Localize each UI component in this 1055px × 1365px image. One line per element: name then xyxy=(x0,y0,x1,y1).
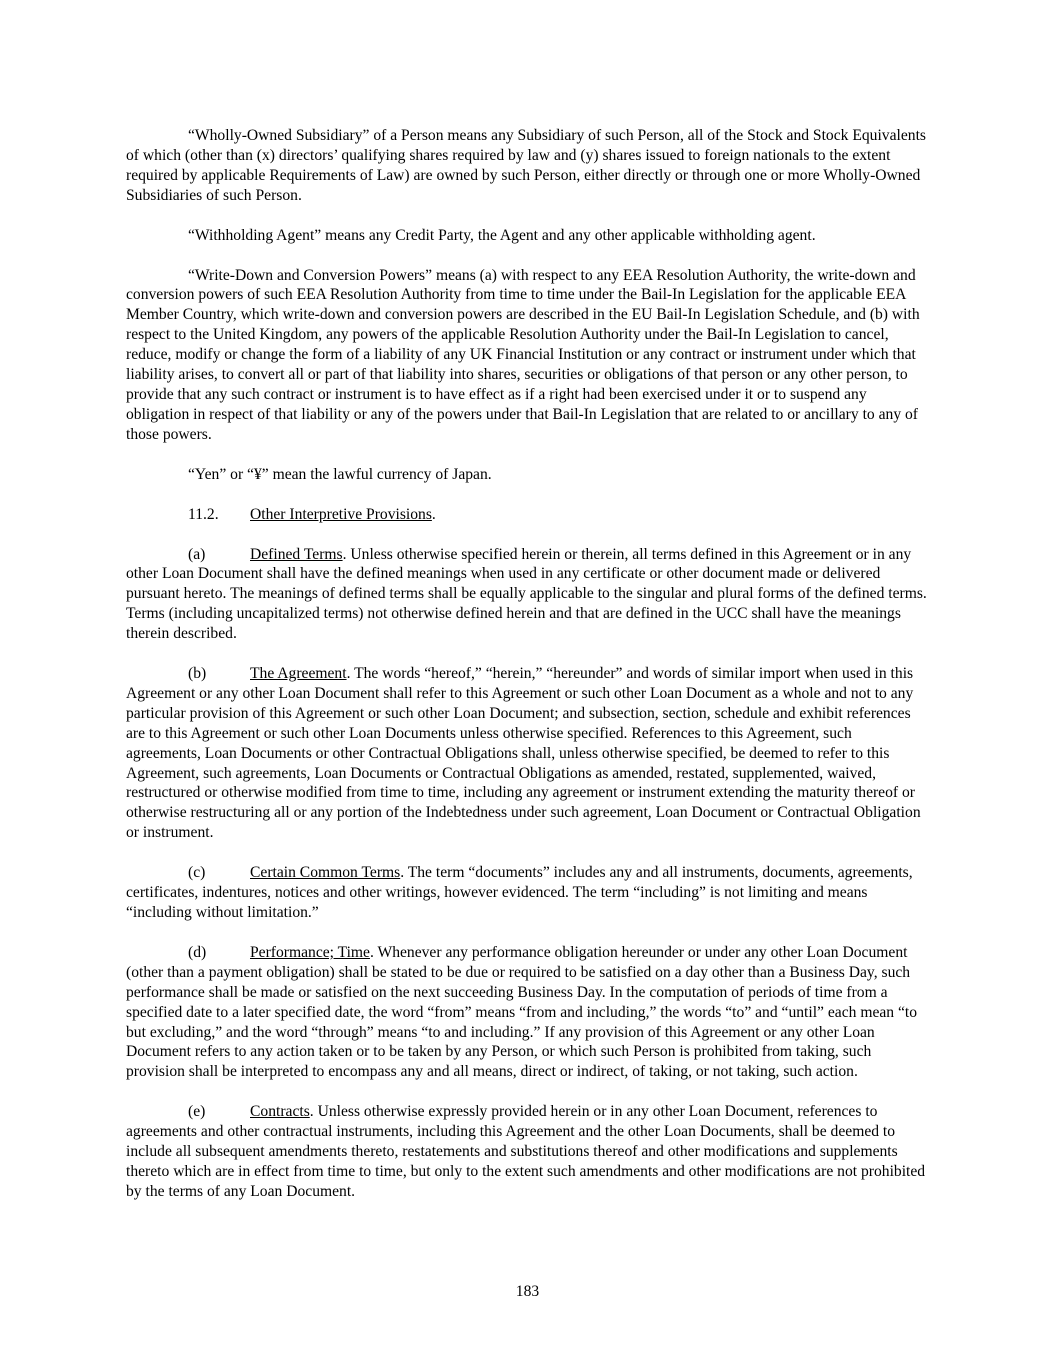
definition-write-down-conversion-powers: “Write-Down and Conversion Powers” means (a) with respect to any EEA Resolution Authority, the write-down and conversion powers of such EEA Resolution Authority from time to time under the Bail-In Legislation for the applicable EEA Member Country, which write-down and conversion powers are described in the EU Bail-In Legislation Schedule, and (b) with respect to the United Kingdom, any powers of the applicable Resolution Authority under the Bail-In Legislation to cancel, reduce, modify or change the form of a liability of any UK Financial Institution or any contract or instrument under which that liability arises, to convert all or part of that liability into shares, securities or obligations of that person or any other person, to provide that any such contract or instrument is to have effect as if a right had been exercised under it or to suspend any obligation in respect of that liability or any of the powers under that Bail-In Legislation that are related to or ancillary to any of those powers. xyxy=(126,266,920,443)
provision-label: (b) xyxy=(188,665,207,683)
page-number: 183 xyxy=(515,1283,540,1300)
provision-heading: The Agreement xyxy=(250,665,347,683)
definition-yen: “Yen” or “¥” mean the lawful currency of Japan. xyxy=(188,465,492,483)
provision-text: . The term “documents” includes any and all instruments, documents, agreements, certificates, indentures, notices and other writings, however evidenced. The term “including” is not limiting and means “including without limitation.” xyxy=(126,864,913,921)
provision-the-agreement xyxy=(126,664,928,843)
provision-heading: Performance; Time xyxy=(250,943,370,961)
provision-certain-common-terms xyxy=(126,863,928,923)
provision-contracts xyxy=(126,1102,928,1202)
provision-text: . The words “hereof,” “herein,” “hereunder” and words of similar import when used in this Agreement or any other Loan Document shall refer to this Agreement or such other Loan Document as a whole and not to any particular provision of this Agreement or such other Loan Document; and subsection, section, schedule and exhibit references are to this Agreement or such other Loan Documents unless otherwise specified. References to this Agreement, such agreements, Loan Documents or other Contractual Obligations shall, unless otherwise specified, be deemed to refer to this Agreement, such agreements, Loan Documents or Contractual Obligations as amended, restated, supplemented, waived, restructured or otherwise modified from time to time, including any agreement or instrument extending the maturity thereof or otherwise restructuring all or any portion of the Indebtedness under such agreement, Loan Document or Contractual Obligation or instrument. xyxy=(126,665,921,842)
provision-heading: Certain Common Terms xyxy=(250,864,401,882)
provision-text: . Unless otherwise expressly provided herein or in any other Loan Document, references to agreements and other contractual instruments, including this Agreement and the other Loan Documents, shall be deemed to include all subsequent amendments thereto, restatements and substitutions thereof and other modifications and supplements thereto which are in effect from time to time, but only to the extent such amendments and other modifications are not prohibited by the terms of any Loan Document. xyxy=(126,1103,926,1200)
definition-wholly-owned-subsidiary: “Wholly-Owned Subsidiary” of a Person means any Subsidiary of such Person, all of the Stock and Stock Equivalents of which (other than (x) directors’ qualifying shares required by law and (y) shares issued to foreign nationals to the extent required by applicable Requirements of Law) are owned by such Person, either directly or through one or more Wholly-Owned Subsidiaries of such Person. xyxy=(126,127,926,204)
provision-text: . Unless otherwise specified herein or therein, all terms defined in this Agreement or in any other Loan Document shall have the defined meanings when used in any certificate or other document made or delivered pursuant hereto. The meanings of defined terms shall be equally applicable to the singular and plural forms of the defined terms. Terms (including uncapitalized terms) not otherwise defined herein and that are defined in the UCC shall have the meanings therein described. xyxy=(126,545,927,643)
provision-label: (c) xyxy=(188,864,206,882)
section-title-suffix: . xyxy=(431,505,436,523)
provision-heading: Contracts xyxy=(250,1103,310,1121)
section-number: 11.2. xyxy=(188,505,219,523)
definition-withholding-agent: “Withholding Agent” means any Credit Party, the Agent and any other applicable withholding agent. xyxy=(188,226,816,244)
provision-label: (e) xyxy=(188,1103,206,1121)
section-title: Other Interpretive Provisions xyxy=(250,505,432,523)
provision-label: (a) xyxy=(188,545,206,563)
document-page xyxy=(126,126,928,1222)
section-heading xyxy=(126,505,928,525)
provision-heading: Defined Terms xyxy=(250,545,343,563)
provision-text: . Whenever any performance obligation hereunder or under any other Loan Document (other than a payment obligation) shall be stated to be due or required to be satisfied on a day other than a Business Day, such performance shall be made or satisfied on the next succeeding Business Day. In the computation of periods of time from a specified date to a later specified date, the word “from” means “from and including,” the words “to” and “until” each mean “to but excluding,” and the word “through” means “to and including.” If any provision of this Agreement or any other Loan Document refers to any action taken or to be taken by any Person, or which such Person is prohibited from taking, such provision shall be interpreted to encompass any and all means, direct or indirect, of taking, or not taking, such action. xyxy=(126,943,918,1081)
provision-performance-time xyxy=(126,943,928,1082)
provision-label: (d) xyxy=(188,943,207,961)
provision-defined-terms xyxy=(126,545,928,645)
